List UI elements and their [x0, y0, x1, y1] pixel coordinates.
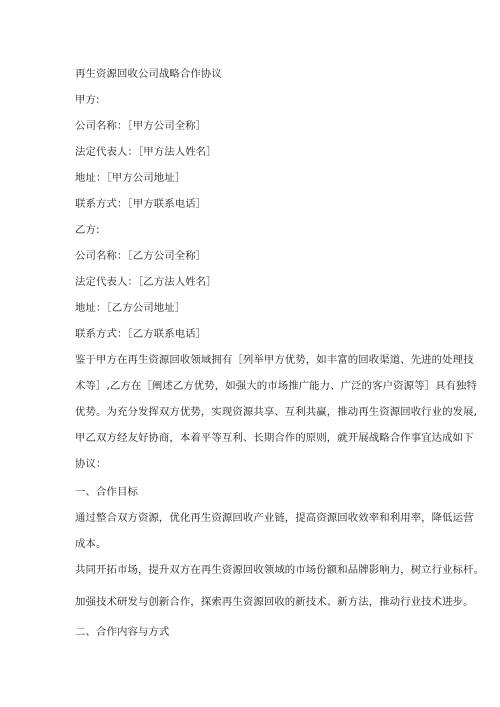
party-a-heading: 甲方: — [75, 94, 100, 106]
party-b-address: 地址：［乙方公司地址］ — [75, 302, 186, 314]
preamble-line: 术等］,乙方在［阐述乙方优势，如强大的市场推广能力、广泛的客户资源等］具有独特 — [75, 380, 478, 392]
section-2-heading: 二、合作内容与方式 — [75, 626, 170, 638]
section-1-item-3: 加强技术研发与创新合作，探索再生资源回收的新技术、新方法，推动行业技术进步。 — [75, 596, 474, 608]
section-1-item-1-line: 成本。 — [75, 538, 107, 550]
section-1-heading: 一、合作目标 — [75, 486, 138, 498]
party-b-company: 公司名称：［乙方公司全称］ — [75, 250, 207, 262]
party-a-contact: 联系方式：［甲方联系电话］ — [75, 198, 207, 210]
section-1-item-2: 共同开拓市场，提升双方在再生资源回收领域的市场份额和品牌影响力，树立行业标杆。 — [75, 564, 485, 576]
document-title: 再生资源回收公司战略合作协议 — [75, 68, 222, 80]
party-b-heading: 乙方: — [75, 224, 100, 236]
party-a-company: 公司名称：［甲方公司全称］ — [75, 120, 207, 132]
preamble-line: 优势。为充分发挥双方优势，实现资源共享、互利共赢，推动再生资源回收行业的发展, — [75, 406, 478, 418]
preamble-line: 甲乙双方经友好协商，本着平等互利、长期合作的原则，就开展战略合作事宜达成如下 — [75, 432, 474, 444]
party-b-contact: 联系方式：［乙方联系电话］ — [75, 328, 207, 340]
preamble-line: 鉴于甲方在再生资源回收领域拥有［列举甲方优势，如丰富的回收渠道、先进的处理技 — [75, 354, 474, 366]
section-1-item-1-line: 通过整合双方资源，优化再生资源回收产业链，提高资源回收效率和利用率，降低运营 — [75, 512, 474, 524]
preamble-line: 协议： — [75, 458, 107, 470]
party-a-representative: 法定代表人：［甲方法人姓名］ — [75, 146, 217, 158]
party-b-representative: 法定代表人：［乙方法人姓名］ — [75, 276, 217, 288]
party-a-address: 地址：［甲方公司地址］ — [75, 172, 186, 184]
